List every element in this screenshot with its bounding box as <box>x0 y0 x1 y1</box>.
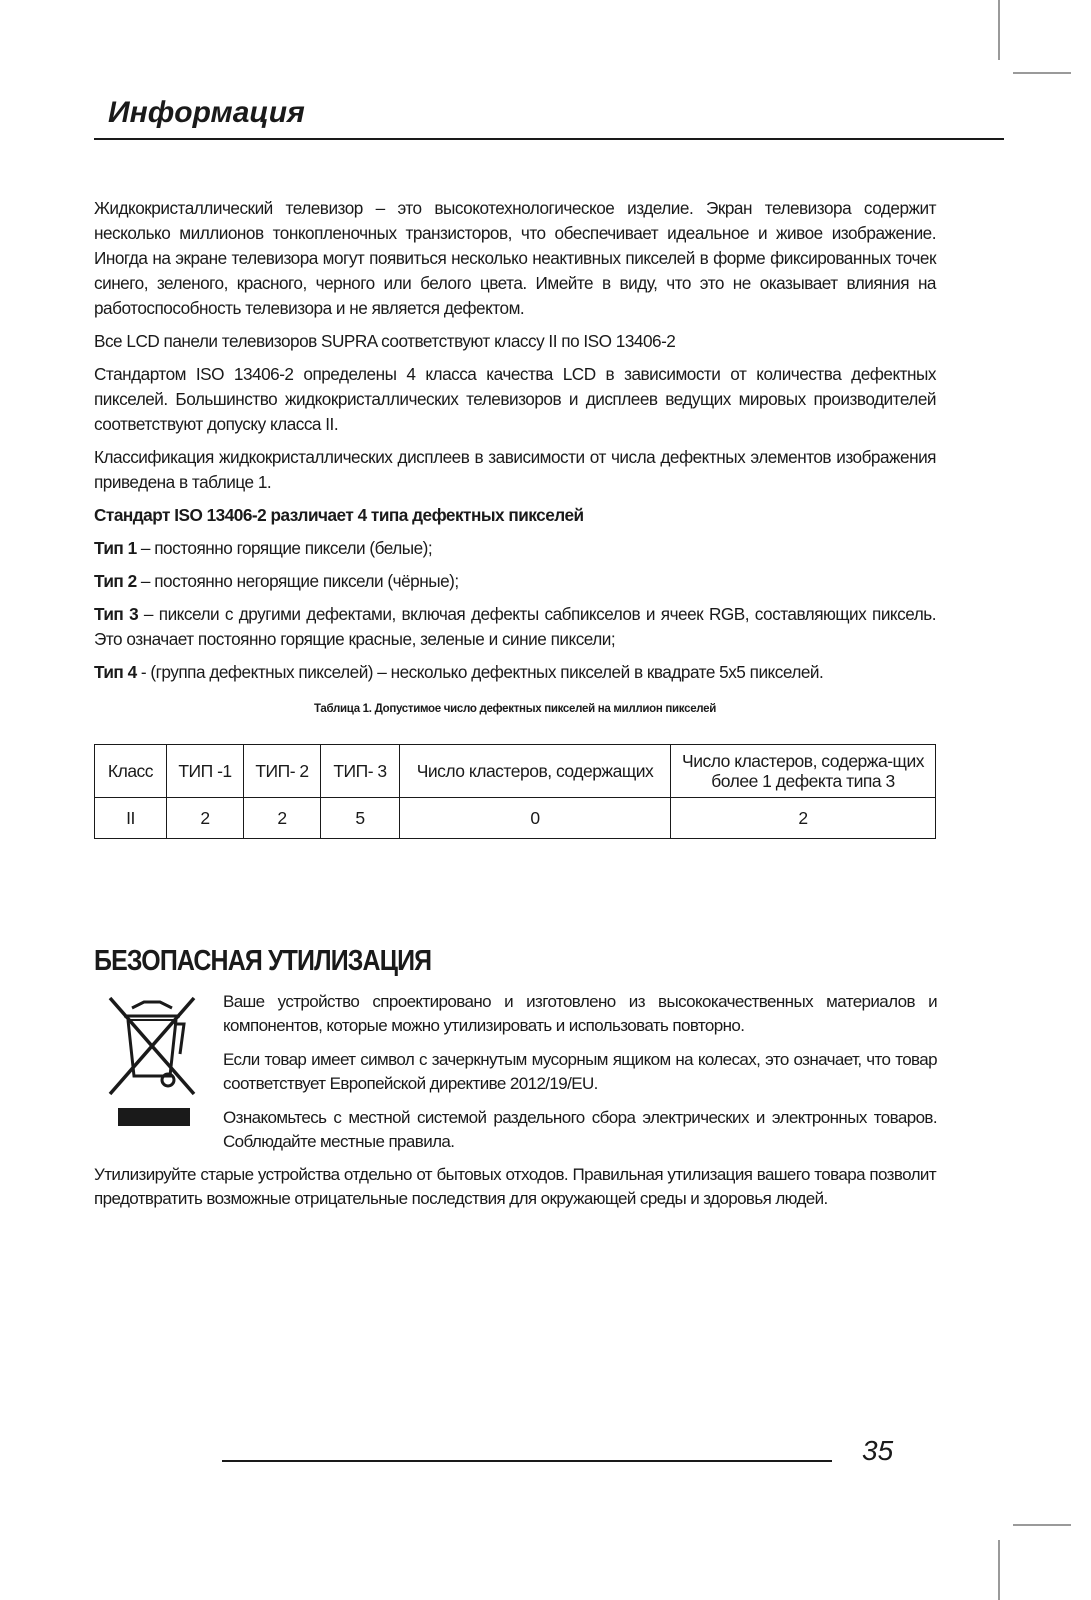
type-item-2 <box>94 569 936 594</box>
table-cell: 0 <box>400 798 671 839</box>
disposal-title: БЕЗОПАСНАЯ УТИЛИЗАЦИЯ <box>94 945 432 977</box>
table-header-row <box>95 745 936 798</box>
type-label: Тип 1 <box>94 538 137 558</box>
info-section <box>94 196 936 839</box>
table-cell: 2 <box>244 798 321 839</box>
type-text: – пиксели с другими дефектами, включая дефекты сабпикселов и ячеек RGB, составляющих пиксель. Это означает постоянно горящие красные, зеленые и синие пиксели; <box>94 604 936 649</box>
type-item-1 <box>94 536 936 561</box>
table-header-cell: ТИП -1 <box>167 745 244 798</box>
crossed-out-wheelie-bin-icon <box>104 994 200 1135</box>
table-caption: Таблица 1. Допустимое число дефектных пикселей на миллион пикселей <box>313 703 717 715</box>
table-header-cell: Число кластеров, содержа-щих более 1 дефекта типа 3 <box>671 745 936 798</box>
crop-mark-top-horizontal <box>1013 72 1071 74</box>
table-row <box>95 798 936 839</box>
type-item-4 <box>94 660 936 685</box>
info-paragraph: Жидкокристаллический телевизор – это высокотехнологическое изделие. Экран телевизора содержит несколько миллионов тонкопленочных транзисторов, что обеспечивает идеальное и живое изображение. Иногда на экране телевизора могут появиться несколько неактивных пикселей в форме фиксированных точек синего, зеленого, красного, черного или белого цвета. Имейте в виду, что это не оказывает влияния на работоспособность телевизора и не является дефектом. <box>94 198 936 318</box>
type-label: Тип 3 <box>94 604 139 624</box>
table-header-cell: ТИП- 2 <box>244 745 321 798</box>
info-paragraph: Стандартом ISO 13406-2 определены 4 класса качества LCD в зависимости от количества дефектных пикселей. Большинство жидкокристаллических телевизоров и дисплеев ведущих мировых производителей соответствуют допуску класса II. <box>94 364 936 434</box>
table-cell: II <box>95 798 167 839</box>
defect-table <box>94 744 936 839</box>
disposal-paragraph: Ознакомьтесь с местной системой раздельного сбора электрических и электронных товаров. Соблюдайте местные правила. <box>223 1108 937 1151</box>
type-item-3 <box>94 602 936 652</box>
type-label: Тип 2 <box>94 571 137 591</box>
disposal-text <box>223 990 937 1164</box>
table-cell: 2 <box>671 798 936 839</box>
table-header-cell: Число кластеров, содержащих <box>400 745 671 798</box>
type-text: - (группа дефектных пикселей) – несколько дефектных пикселей в квадрате 5х5 пикселей. <box>136 662 824 682</box>
footer-rule <box>222 1460 832 1462</box>
disposal-paragraph: Если товар имеет символ с зачеркнутым мусорным ящиком на колесах, это означает, что товар соответствует Европейской директиве 2012/19/EU. <box>223 1050 937 1093</box>
page-title: Информация <box>108 96 305 129</box>
table-cell: 5 <box>321 798 400 839</box>
disposal-final-paragraph: Утилизируйте старые устройства отдельно от бытовых отходов. Правильная утилизация вашего товара позволит предотвратить возможные отрицательные последствия для окружающей среды и здоровья людей. <box>94 1165 936 1208</box>
page-number: 35 <box>862 1435 894 1466</box>
header-rule <box>94 138 1004 140</box>
type-text: – постоянно горящие пиксели (белые); <box>136 538 433 558</box>
type-text: – постоянно негорящие пиксели (чёрные); <box>136 571 459 591</box>
types-heading: Стандарт ISO 13406-2 различает 4 типа дефектных пикселей <box>94 505 584 525</box>
info-paragraph: Классификация жидкокристаллических дисплеев в зависимости от числа дефектных элементов изображения приведена в таблице 1. <box>94 447 936 492</box>
table-header-cell: Класс <box>95 745 167 798</box>
crop-mark-bottom-vertical <box>998 1540 1000 1600</box>
disposal-paragraph: Ваше устройство спроектировано и изготовлено из высококачественных материалов и компонентов, которые можно утилизировать и использовать повторно. <box>223 992 937 1035</box>
crop-mark-bottom-horizontal <box>1013 1524 1071 1526</box>
table-header-cell: ТИП- 3 <box>321 745 400 798</box>
crop-mark-top-vertical <box>998 0 1000 60</box>
type-label: Тип 4 <box>94 662 137 682</box>
info-paragraph: Все LCD панели телевизоров SUPRA соответствуют классу II по ISO 13406-2 <box>94 331 676 351</box>
table-cell: 2 <box>167 798 244 839</box>
